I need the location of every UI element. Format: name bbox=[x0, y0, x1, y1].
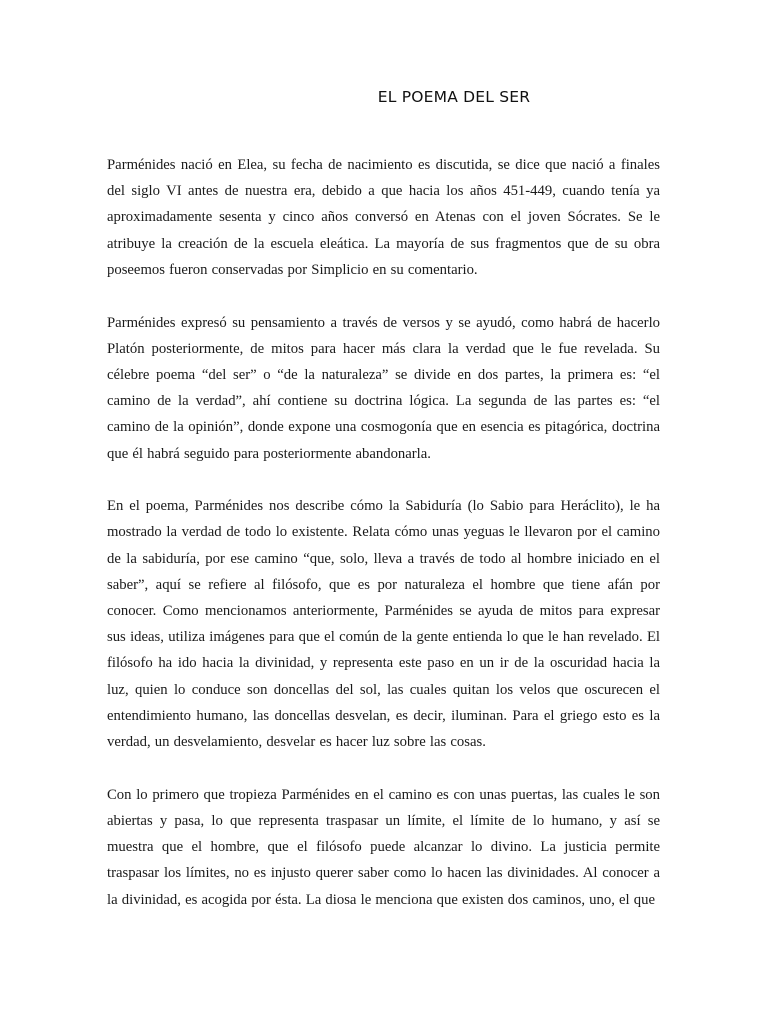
document-body bbox=[107, 152, 660, 939]
paragraph-4: Con lo primero que tropieza Parménides en el camino es con unas puertas, las cuales le son abiertas y pasa, lo que representa traspasar un límite, el límite de lo humano, y así se muestra que el hombre, que el filósofo puede alcanzar lo divino. La justicia permite traspasar los límites, no es injusto querer saber como lo hacen las divinidades. Al conocer a la divinidad, es acogida por ésta. La diosa le menciona que existen dos caminos, uno, el que bbox=[107, 786, 660, 908]
paragraph-3: En el poema, Parménides nos describe cómo la Sabiduría (lo Sabio para Heráclito), le ha mostrado la verdad de todo lo existente. Relata cómo unas yeguas le llevaron por el camino de la sabiduría, por ese camino “que, solo, lleva a través de todo al hombre iniciado en el saber”, aquí se refiere al filósofo, que es por naturaleza el hombre que tiene afán por conocer. Como mencionamos anteriormente, Parménides se ayuda de mitos para expresar sus ideas, utiliza imágenes para que el común de la gente entienda lo que le han revelado. El filósofo ha ido hacia la divinidad, y representa este paso en un ir de la oscuridad hacia la luz, quien lo conduce son doncellas del sol, las cuales quitan los velos que oscurecen el entendimiento humano, las doncellas desvelan, es decir, iluminan. Para el griego esto es la verdad, un desvelamiento, desvelar es hacer luz sobre las cosas. bbox=[107, 498, 660, 751]
document-title: EL POEMA DEL SER bbox=[377, 88, 531, 106]
paragraph-1: Parménides nació en Elea, su fecha de nacimiento es discutida, se dice que nació a finales del siglo VI antes de nuestra era, debido a que hacia los años 451-449, cuando tenía ya aproximadamente sesenta y cinco años conversó en Atenas con el joven Sócrates. Se le atribuye la creación de la escuela eleática. La mayoría de sus fragmentos que de su obra poseemos fueron conservadas por Simplicio en su comentario. bbox=[107, 157, 660, 278]
paragraph-2: Parménides expresó su pensamiento a través de versos y se ayudó, como habrá de hacerlo Platón posteriormente, de mitos para hacer más clara la verdad que le fue revelada. Su célebre poema “del ser” o “de la naturaleza” se divide en dos partes, la primera es: “el camino de la verdad”, ahí contiene su doctrina lógica. La segunda de las partes es: “el camino de la opinión”, donde expone una cosmogonía que en esencia es pitagórica, doctrina que él habrá seguido para posteriormente abandonarla. bbox=[107, 314, 660, 462]
